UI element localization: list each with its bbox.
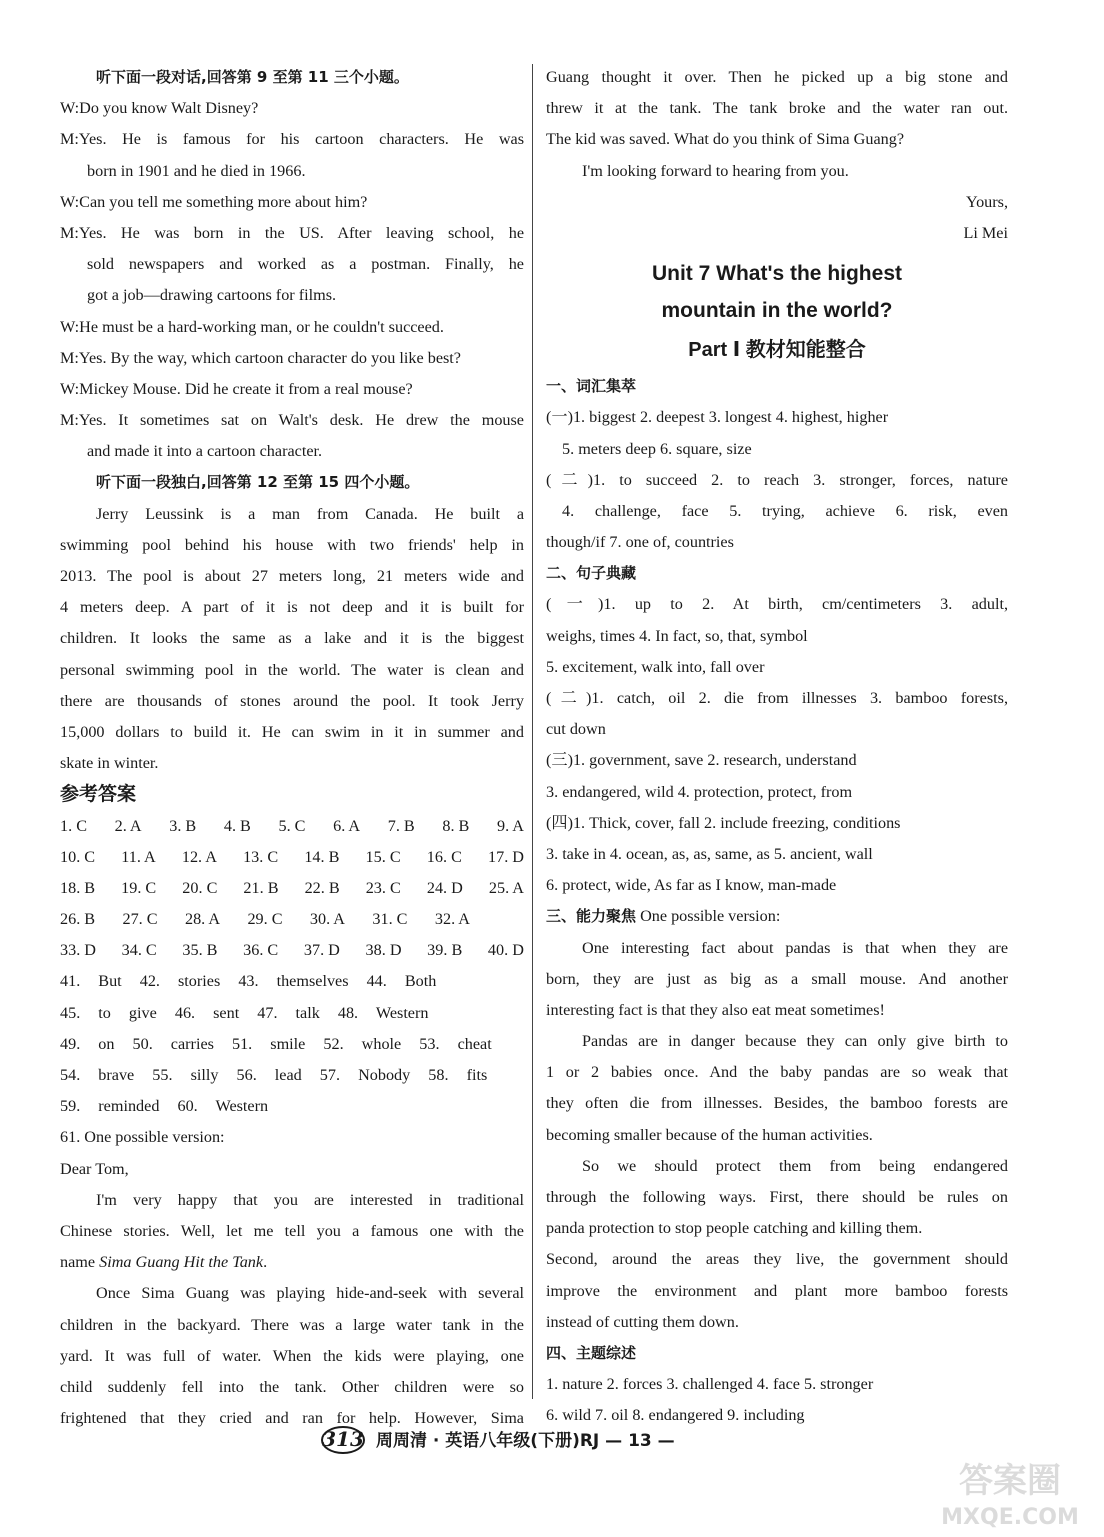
answer-item: 10. C — [60, 847, 96, 866]
vocab-line: though/if 7. one of, countries — [546, 533, 734, 552]
logo-text: 313 — [322, 1427, 364, 1451]
watermark-text-cn: 答案圈 — [959, 1461, 1061, 1501]
answer-item: 3. B — [169, 816, 197, 835]
answer-item: 39. B — [427, 941, 463, 960]
watermark-text-en: MXQE.COM — [941, 1505, 1079, 1530]
essay-line: becoming smaller because of the human activities. — [546, 1125, 873, 1144]
answer-item: 35. B — [182, 941, 218, 960]
sentence-line: 3. take in 4. ocean, as, as, same, as 5. ancient, wall — [546, 844, 873, 863]
answer-item: 54. brave — [60, 1066, 135, 1084]
letter-line: Guang thought it over. Then he picked up a big stone and — [546, 68, 1008, 86]
dialogue-line: born in 1901 and he died in 1966. — [87, 161, 306, 180]
answer-item: 22. B — [304, 878, 340, 897]
sentence-line: 6. protect, wide, As far as I know, man-made — [546, 876, 837, 895]
answer-item: 59. reminded — [60, 1097, 160, 1116]
letter-text: name — [60, 1253, 100, 1272]
essay-line: improve the environment and plant more bamboo forests — [546, 1281, 1008, 1300]
answer-item: 41. But — [60, 972, 122, 991]
answer-item: 24. D — [426, 878, 463, 897]
summary-line: 1. nature 2. forces 3. challenged 4. face 5. stronger — [546, 1375, 874, 1394]
dialogue-line: and made it into a cartoon character. — [87, 442, 323, 461]
sentence-line: cut down — [546, 720, 606, 739]
essay-line: Second, around the areas they live, the government should — [546, 1250, 1008, 1269]
dialogue-line: W:Can you tell me something more about him? — [60, 192, 368, 211]
sentence-line: 5. excitement, walk into, fall over — [546, 657, 765, 676]
essay-line: they often die from illnesses. Besides, the bamboo forests are — [546, 1094, 1008, 1113]
word-answer-row — [60, 1091, 524, 1122]
sentence-line: (二)1. catch, oil 2. die from illnesses 3. bamboo forests, — [546, 689, 1008, 707]
answer-item: 20. C — [182, 878, 218, 897]
word-answer-row — [60, 1029, 524, 1060]
answer-item: 18. B — [60, 878, 96, 897]
answer-item: 46. sent — [174, 1003, 240, 1022]
page-footer — [320, 1418, 675, 1458]
answer-item: 6. A — [333, 816, 361, 835]
monologue-line: 2013. The pool is about 27 meters long, 21 meters wide and — [60, 567, 524, 585]
answer-item: 11. A — [121, 847, 156, 866]
letter-signature: Li Mei — [963, 223, 1008, 242]
answer-item: 36. C — [243, 941, 279, 960]
sentence-line: (四)1. Thick, cover, fall 2. include freezing, conditions — [546, 813, 901, 832]
answer-item: 5. C — [278, 816, 306, 835]
answer-item: 30. A — [309, 910, 345, 929]
vocab-line: 4. challenge, face 5. trying, achieve 6. risk, even — [562, 501, 1008, 520]
answer-row — [60, 935, 524, 966]
dialogue-instruction: 听下面一段对话,回答第 9 至第 11 三个小题。 — [96, 68, 409, 86]
dialogue-line: M:Yes. It sometimes sat on Walt's desk. He drew the mouse — [60, 411, 524, 430]
answer-item: 47. talk — [257, 1003, 320, 1022]
section-heading-vocab: 一、词汇集萃 — [546, 377, 637, 396]
essay-line: panda protection to stop people catching and killing them. — [546, 1219, 923, 1238]
footer-text: 周周清 · 英语八年级(下册)RJ — 13 — — [376, 1430, 675, 1451]
monologue-line: skate in winter. — [60, 754, 159, 773]
part-title: Part Ⅰ 教材知能整合 — [688, 339, 866, 362]
dialogue-line: got a job—drawing cartoons for films. — [87, 286, 337, 305]
answer-item: 17. D — [488, 847, 524, 866]
answer-item: 26. B — [60, 910, 96, 929]
answer-item: 57. Nobody — [319, 1066, 411, 1084]
answer-row — [60, 842, 524, 873]
answer-item: 32. A — [434, 910, 470, 929]
answer-item: 53. cheat — [419, 1034, 492, 1053]
answer-item: 56. lead — [236, 1066, 302, 1084]
answer-item: 52. whole — [323, 1034, 402, 1053]
answer-item: 45. to give — [60, 1003, 157, 1022]
monologue-line: personal swimming pool in the world. The water is clean and — [60, 660, 524, 679]
answer-item: 12. A — [181, 847, 217, 866]
monologue-line: there are thousands of stones around the pool. It took Jerry — [60, 691, 524, 710]
word-answer-row — [60, 966, 524, 997]
answer-item: 43. themselves — [238, 972, 349, 991]
letter-line — [60, 1247, 524, 1278]
monologue-line: 4 meters deep. A part of it is not deep and it is built for — [60, 598, 524, 617]
answer-item: 27. C — [122, 910, 158, 929]
answer-row — [60, 904, 470, 935]
dialogue-line: M:Yes. He is famous for his cartoon characters. He was — [60, 130, 524, 149]
letter-line: yard. It was full of water. When the kids were playing, one — [60, 1346, 524, 1365]
unit-title: Unit 7 What's the highest — [651, 262, 902, 286]
column-divider — [532, 64, 533, 1399]
essay-line: born, they are just as big as a small mouse. And another — [546, 969, 1008, 988]
monologue-line: swimming pool behind his house with two friends' help in — [60, 535, 524, 554]
letter-line: children in the backyard. There was a large water tank in the — [60, 1315, 524, 1334]
answer-item: 50. carries — [132, 1034, 214, 1053]
answer-item: 55. silly — [152, 1066, 219, 1084]
watermark-logo-icon — [930, 1452, 1090, 1532]
letter-signoff: Yours, — [966, 192, 1008, 211]
answer-item: 34. C — [121, 941, 157, 960]
letter-salutation: Dear Tom, — [60, 1159, 129, 1178]
left-column — [60, 62, 524, 1434]
vocab-line: 5. meters deep 6. square, size — [562, 439, 752, 458]
dialogue-line: M:Yes. By the way, which cartoon character do you like best? — [60, 348, 461, 367]
answer-item: 38. D — [365, 941, 402, 960]
letter-line: threw it at the tank. The tank broke and the water ran out. — [546, 99, 1008, 118]
section-heading-ability — [546, 901, 1008, 932]
answer-item: 7. B — [387, 816, 415, 835]
answer-item: 14. B — [304, 847, 340, 866]
answer-item: 16. C — [426, 847, 462, 866]
answer-item: 28. A — [184, 910, 221, 929]
essay-line: through the following ways. First, there should be rules on — [546, 1188, 1008, 1206]
vocab-line: (一)1. biggest 2. deepest 3. longest 4. highest, higher — [546, 408, 889, 427]
word-answer-row — [60, 998, 524, 1029]
answers-heading: 参考答案 — [60, 783, 137, 806]
answer-item: 51. smile — [231, 1034, 306, 1053]
letter-closing: I'm looking forward to hearing from you. — [582, 161, 849, 180]
unit-title: mountain in the world? — [661, 299, 893, 323]
monologue-line: 15,000 dollars to build it. He can swim in it in summer and — [60, 722, 524, 741]
essay-line: Pandas are in danger because they can only give birth to — [582, 1032, 1008, 1051]
section-heading-summary: 四、主题综述 — [546, 1343, 637, 1362]
answer-item: 1. C — [60, 816, 87, 835]
answer-item: 42. stories — [139, 972, 221, 991]
answer-item: 8. B — [442, 816, 470, 835]
section-heading-sentences: 二、句子典藏 — [546, 564, 637, 583]
answer-item: 4. B — [223, 816, 251, 835]
dialogue-line: M:Yes. He was born in the US. After leaving school, he — [60, 223, 524, 242]
essay-line: So we should protect them from being endangered — [582, 1156, 1008, 1175]
answer-item: 44. Both — [366, 972, 437, 991]
dialogue-line: W:Mickey Mouse. Did he create it from a real mouse? — [60, 379, 413, 398]
dialogue-line: W:Do you know Walt Disney? — [60, 99, 259, 118]
letter-line: frightened that they cried and ran for help. However, Sima — [60, 1409, 524, 1428]
right-column — [546, 62, 1008, 1432]
essay-line: interesting fact is that they also eat meat sometimes! — [546, 1000, 885, 1019]
letter-line: child suddenly fell into the tank. Other children were so — [60, 1377, 524, 1396]
answer-item: 31. C — [372, 910, 408, 929]
sentence-line: (三)1. government, save 2. research, understand — [546, 751, 857, 770]
sentence-line: weighs, times 4. In fact, so, that, symbol — [546, 626, 808, 645]
answer-item: 58. fits — [428, 1066, 488, 1084]
answer-item: 21. B — [243, 878, 279, 897]
answer-item: 29. C — [247, 910, 283, 929]
answer-item: 49. on — [60, 1034, 115, 1053]
section-heading-text: 三、能力聚焦 — [546, 907, 637, 926]
sentence-line: (一)1. up to 2. At birth, cm/centimeters 3. adult, — [546, 595, 1008, 614]
monologue-line: Jerry Leussink is a man from Canada. He built a — [96, 504, 524, 523]
vocab-line: (二)1. to succeed 2. to reach 3. stronger, forces, nature — [546, 470, 1008, 489]
section-heading-note: One possible version: — [636, 907, 781, 926]
answer-item: 23. C — [365, 878, 401, 897]
watermark — [930, 1452, 1090, 1537]
essay-line: 1 or 2 babies once. And the baby pandas are so weak that — [546, 1063, 1008, 1082]
answer-item: 48. Western — [337, 1003, 429, 1022]
answer-row — [60, 873, 524, 904]
letter-line: Once Sima Guang was playing hide-and-seek with several — [96, 1284, 524, 1303]
dialogue-line: sold newspapers and worked as a postman. Finally, he — [87, 255, 524, 274]
sentence-line: 3. endangered, wild 4. protection, protect, from — [546, 782, 853, 801]
letter-line: Chinese stories. Well, let me tell you a famous one with the — [60, 1221, 524, 1240]
essay-line: instead of cutting them down. — [546, 1312, 739, 1331]
answer-item: 37. D — [303, 941, 340, 960]
word-answer-row — [60, 1060, 524, 1091]
answer-item: 40. D — [487, 941, 524, 960]
essay-line: One interesting fact about pandas is that when they are — [582, 938, 1008, 957]
answer-item: 25. A — [488, 878, 524, 897]
answer-item: 2. A — [114, 816, 142, 835]
publisher-logo-icon — [320, 1420, 366, 1456]
answer-item: 13. C — [243, 847, 279, 866]
monologue-line: children. It looks the same as a lake and it is the biggest — [60, 629, 524, 648]
summary-line: 6. wild 7. oil 8. endangered 9. including — [546, 1406, 805, 1425]
answer-item: 15. C — [365, 847, 401, 866]
monologue-instruction: 听下面一段独白,回答第 12 至第 15 四个小题。 — [96, 473, 420, 492]
essay-intro: 61. One possible version: — [60, 1128, 225, 1147]
story-title: Sima Guang Hit the Tank — [99, 1253, 264, 1272]
answer-item: 19. C — [121, 878, 157, 897]
answer-item: 33. D — [60, 941, 96, 960]
answer-row — [60, 811, 524, 842]
answer-item: 9. A — [496, 816, 524, 835]
letter-line: I'm very happy that you are interested in traditional — [96, 1190, 524, 1209]
letter-text: . — [263, 1253, 268, 1272]
letter-line: The kid was saved. What do you think of Sima Guang? — [546, 130, 905, 149]
answer-item: 60. Western — [177, 1097, 269, 1116]
dialogue-line: W:He must be a hard-working man, or he couldn't succeed. — [60, 317, 444, 336]
